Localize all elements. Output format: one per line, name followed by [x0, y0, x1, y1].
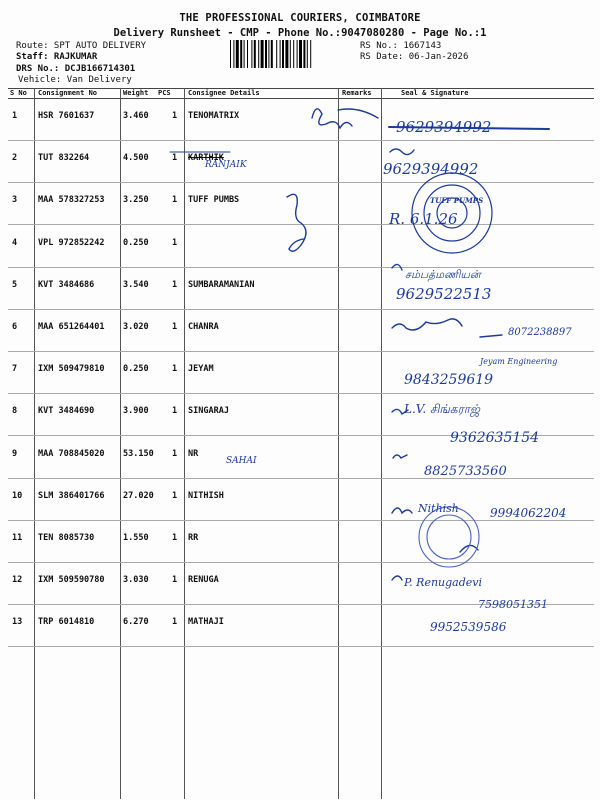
row-consignment-no: VPL 972852242 — [38, 237, 105, 248]
row-pcs: 1 — [172, 111, 178, 121]
row-weight: 1.550 — [123, 533, 149, 543]
col-seal: Seal & Signature — [401, 89, 469, 97]
row-sno: 12 — [12, 575, 23, 586]
r7-phone-ink: 9843259619 — [404, 372, 494, 388]
col-pcs: PCS — [158, 89, 171, 97]
row-sno: 2 — [12, 153, 18, 164]
row-pcs: 1 — [172, 533, 178, 543]
row-weight: 3.540 — [123, 279, 149, 290]
row-consignment-no: TRP 6014810 — [38, 617, 95, 628]
row-sno: 3 — [12, 195, 18, 206]
row-pcs: 1 — [172, 575, 178, 586]
row-consignee: RR — [188, 533, 199, 543]
row-pcs: 1 — [172, 364, 178, 375]
rs-date: RS Date: 06-Jan-2026 — [360, 52, 469, 62]
row-consignment-no: SLM 386401766 — [38, 490, 105, 501]
row-weight: 3.030 — [123, 575, 149, 586]
col-consignee: Consignee Details — [188, 89, 260, 97]
company-title: THE PROFESSIONAL COURIERS, COIMBATORE — [179, 12, 421, 24]
row-weight: 0.250 — [123, 237, 149, 248]
row-consignee: KARTHIK — [188, 153, 224, 164]
row-consignment-no: TUT 832264 — [38, 153, 90, 164]
r6-phone-ink: 8072238897 — [508, 327, 572, 338]
row-pcs: 1 — [172, 237, 178, 248]
table-row — [8, 140, 594, 182]
r10-name-ink: Nithish — [418, 502, 459, 515]
row-weight: 6.270 — [123, 617, 149, 628]
r12-phone2-ink: 9952539586 — [430, 620, 507, 634]
table-row — [8, 182, 594, 224]
r10-phone-ink: 9994062204 — [490, 506, 567, 520]
row-consignment-no: MAA 578327253 — [38, 195, 105, 206]
row-consignee: SUMBARAMANIAN — [188, 279, 255, 290]
row-sno: 8 — [12, 406, 18, 417]
row-sno: 10 — [12, 490, 23, 501]
row-pcs: 1 — [172, 448, 178, 459]
row-weight: 3.900 — [123, 406, 149, 417]
r8-name-ink: L.V. சிங்கராஜ் — [404, 402, 481, 416]
vehicle-label: Vehicle: Van Delivery — [18, 75, 132, 85]
rs-number: RS No.: 1667143 — [360, 41, 442, 51]
row-pcs: 1 — [172, 322, 178, 332]
table-row — [8, 225, 594, 267]
staff-label: Staff: RAJKUMAR — [16, 52, 98, 62]
col-sno: S No — [10, 89, 27, 97]
col-weight: Weight — [123, 89, 149, 97]
r9-phone-ink: 8825733560 — [424, 464, 507, 479]
r2-phone-ink: 9629394992 — [383, 160, 479, 178]
row-pcs: 1 — [172, 617, 178, 628]
row-sno: 1 — [12, 111, 18, 121]
table-row — [8, 520, 594, 562]
r1-phone-ink: 9629394992 — [396, 118, 492, 136]
r12-name-ink: P. Renugadevi — [404, 576, 483, 589]
row-consignment-no: KVT 3484686 — [38, 279, 95, 290]
r7-note-ink: Jeyam Engineering — [480, 357, 558, 366]
row-consignment-no: IXM 509590780 — [38, 575, 105, 586]
row-weight: 0.250 — [123, 364, 149, 375]
row-consignee: MATHAJI — [188, 617, 224, 628]
row-sno: 13 — [12, 617, 23, 628]
row-consignee: JEYAM — [188, 364, 214, 375]
row-weight: 53.150 — [123, 448, 154, 459]
row-consignee: NR — [188, 448, 199, 459]
col-consignment: Consignment No — [38, 89, 98, 97]
r5-name-ink: சம்பத்மணியன் — [405, 268, 481, 281]
table-row — [8, 309, 594, 351]
drs-label: DRS No.: DCJB166714301 — [16, 64, 136, 74]
r2-name-ink: RANJAIK — [205, 160, 247, 170]
row-sno: 5 — [12, 279, 18, 290]
row-sno: 11 — [12, 533, 23, 543]
row-consignee: RENUGA — [188, 575, 219, 586]
r3-signature-ink: R. 6.1.26 — [389, 210, 458, 228]
barcode — [230, 40, 356, 68]
row-weight: 3.020 — [123, 322, 149, 332]
row-consignment-no: KVT 3484690 — [38, 406, 95, 417]
r12-phone1-ink: 7598051351 — [478, 598, 548, 611]
col-remarks: Remarks — [342, 89, 372, 97]
row-consignment-no: IXM 509479810 — [38, 364, 105, 375]
table-row — [8, 98, 594, 140]
row-consignee: CHANRA — [188, 322, 219, 332]
r5-phone-ink: 9629522513 — [396, 285, 492, 303]
stamp-text: TUFF PUMPS — [430, 196, 484, 205]
row-consignee: TUFF PUMBS — [188, 195, 240, 206]
row-sno: 4 — [12, 237, 18, 248]
row-weight: 3.250 — [123, 195, 149, 206]
runsheet-subtitle: Delivery Runsheet - CMP - Phone No.:9047080280 - Page No.:1 — [113, 27, 487, 39]
row-consignee: NITHISH — [188, 490, 224, 501]
row-consignee: TENOMATRIX — [188, 111, 240, 121]
row-consignment-no: MAA 651264401 — [38, 322, 105, 332]
row-pcs: 1 — [172, 279, 178, 290]
row-sno: 7 — [12, 364, 18, 375]
row-pcs: 1 — [172, 490, 178, 501]
route-label: Route: SPT AUTO DELIVERY — [16, 41, 147, 51]
row-sno: 9 — [12, 448, 18, 459]
row-consignment-no: MAA 708845020 — [38, 448, 105, 459]
row-consignment-no: HSR 7601637 — [38, 111, 95, 121]
row-weight: 27.020 — [123, 490, 154, 501]
row-pcs: 1 — [172, 153, 178, 164]
row-consignment-no: TEN 8085730 — [38, 533, 95, 543]
row-consignee: SINGARAJ — [188, 406, 229, 417]
row-weight: 4.500 — [123, 153, 149, 164]
row-weight: 3.460 — [123, 111, 149, 121]
row-sno: 6 — [12, 322, 18, 332]
table-row — [8, 267, 594, 309]
r9-name-ink: SAHAI — [226, 456, 257, 466]
row-pcs: 1 — [172, 195, 178, 206]
row-pcs: 1 — [172, 406, 178, 417]
r8-phone-ink: 9362635154 — [450, 430, 540, 446]
